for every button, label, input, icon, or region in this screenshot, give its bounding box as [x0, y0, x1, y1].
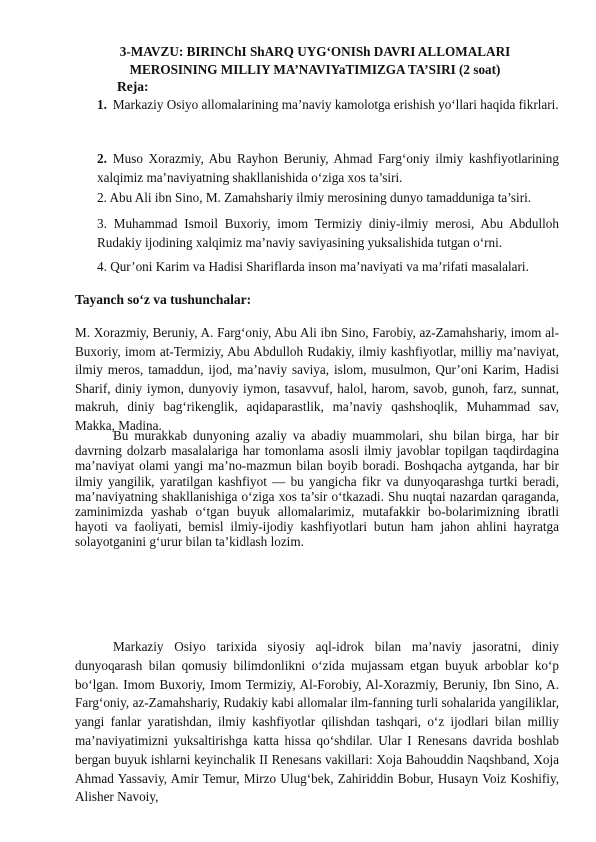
lecture-title — [60, 43, 570, 79]
plan-item-number: 1. — [97, 97, 107, 112]
plan-item-text: Markaziy Osiyo allomalarining ma’naviy kamolotga erishish yo‘llari haqida fikrlari. — [112, 97, 559, 112]
keywords-text: M. Xorazmiy, Beruniy, A. Farg‘oniy, Abu Ali ibn Sino, Farobiy, az-Zamahshariy, imom al-Buxoriy, imom at-Termiziy, Abu Abdulloh Rudakiy, ilmiy kashfiyotlar, milliy ma’naviyat, ilmiy meros, tamaddun, ijod, ma’naviy saviya, islom, musulmon, Qur’oni Karim, Hadisi Sharif, diniy iymon, dunyoviy iymon, tasavvuf, halol, harom, savob, gunoh, farz, sunnat, makruh, diniy bag‘rikenglik, aqidaparastlik, ma’naviy qashshoqlik, Muhammad sav, Makka, Madina. — [75, 325, 559, 433]
plan-item — [97, 150, 559, 187]
plan-item-text: 3. Muhammad Ismoil Buxoriy, imom Termiziy diniy-ilmiy merosi, Abu Abdulloh Rudakiy ijodining xalqimiz ma’naviy saviyasining yuksalishida tutgan o‘rni. — [97, 216, 559, 250]
plan-item-text: 4. Qur’oni Karim va Hadisi Shariflarda inson ma’naviyati va ma’rifati masalalari. — [97, 259, 529, 274]
plan-label: Reja: — [117, 79, 149, 94]
body-paragraph-2: Markaziy Osiyo tarixida siyosiy aql-idrok bilan ma’naviy jasoratni, diniy dunyoqarash bilan qomusiy bilimdonlikni o‘zida mujassam etgan buyuk arboblar ko‘p bo‘lgan. Imom Buxoriy, Imom Termiziy, Al-Forobiy, Al-Xorazmiy, Beruniy, Ibn Sino, A. Farg‘oniy, az-Zamahshariy, Rudakiy kabi allomalar ilm-fanning turli sohalarida yangiliklar, yangi fanlar yaratishdan, ilmiy kashfiyotlar qilishdan tashqari, o‘z ijodlari bilan milliy ma’naviyatimizni yuksaltirishga katta hissa qo‘shdilar. Ular I Renesans davrida boshlab bergan buyuk ishlarni keyinchalik II Renesans vakillari: Xoja Bahouddin Naqshband, Xoja Ahmad Yassaviy, Amir Temur, Mirzo Ulug‘bek, Zahiriddin Bobur, Husayn Voiz Koshifiy, Alisher Navoiy, — [75, 639, 559, 805]
title-line-2: MEROSINING MILLIY MA’NAVIYaTIMIZGA TA’SIRI (2 soat) — [129, 62, 501, 77]
plan-item — [97, 96, 559, 115]
plan-item — [97, 215, 559, 252]
plan-item — [97, 258, 559, 277]
plan-item-text: Muso Xorazmiy, Abu Rayhon Beruniy, Ahmad Farg‘oniy ilmiy kashfiyotlarining xalqimiz ma’naviyatning shakllanishida o‘ziga xos ta’siri. — [97, 151, 559, 185]
body-paragraph-1: Bu murakkab dunyoning azaliy va abadiy muammolari, shu bilan birga, har bir davrning dolzarb masalalariga har tomonlama asosli ilmiy javoblar topilgan taqdirdagina ma’naviyat olami yangi ma’no-mazmun bilan boyib boradi. Boshqacha aytganda, har bir ilmiy yangilik, yaratilgan kashfiyot — bu yangicha fikr va dunyoqarashga turtki beradi, ma’naviyatning shakllanishiga o‘ziga xos ta’sir o‘tkazadi. Shu nuqtai nazardan qaraganda, zaminimizda yashab o‘tgan buyuk allomalarimiz, mutafakkir bo-bolarimizning ibratli hayoti va faoliyati, bemisl ilmiy-ijodiy kashfiyotlari butun ham jahon ahlini hayratga solayotganini g‘urur bilan ta’kidlash lozim. — [75, 428, 559, 550]
title-line-1: 3-MAVZU: BIRINChI ShARQ UYG‘ONISh DAVRI ALLOMALARI — [119, 44, 511, 59]
plan-item-text: 2. Abu Ali ibn Sino, M. Zamahshariy ilmiy merosining dunyo tamadduniga ta’siri. — [97, 190, 532, 205]
keywords-heading: Tayanch so‘z va tushunchalar: — [75, 292, 252, 307]
plan-item — [97, 189, 559, 208]
plan-item-number: 2. — [97, 151, 107, 166]
